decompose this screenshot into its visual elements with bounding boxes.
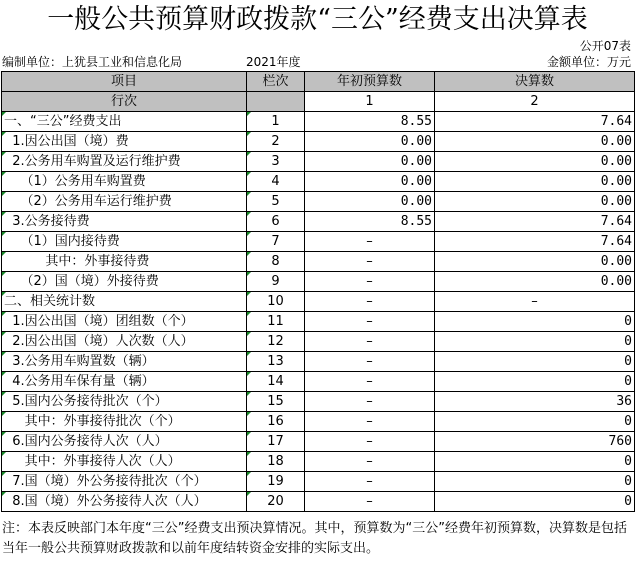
row-budget <box>305 152 435 172</box>
row-item <box>2 212 247 232</box>
row-final <box>435 232 635 252</box>
row-final-text: 0 <box>624 414 632 429</box>
cell-marker-icon <box>247 312 251 316</box>
row-item-text: （2）国（境）外接待费 <box>4 274 159 289</box>
table-row <box>2 232 635 252</box>
header-budget: 年初预算数 <box>305 72 435 92</box>
form-code: 公开07表 <box>579 39 631 53</box>
row-item-text: 3.公务接待费 <box>4 214 90 229</box>
row-number <box>247 252 305 272</box>
row-budget-text: 8.55 <box>400 114 432 129</box>
row-number <box>247 492 305 512</box>
row-number-text: 10 <box>267 294 284 309</box>
cell-marker-icon <box>2 252 6 256</box>
row-item-text: 其中：外事接待人次（人） <box>4 454 181 469</box>
row-budget <box>305 312 435 332</box>
cell-marker-icon <box>247 392 251 396</box>
row-budget-text: – <box>366 294 373 309</box>
header-row-index <box>2 92 635 112</box>
row-number-text: 12 <box>267 334 284 349</box>
row-final-text: 0 <box>624 454 632 469</box>
row-budget <box>305 472 435 492</box>
row-item-text: 1.因公出国（境）费 <box>4 134 129 149</box>
row-budget-text: – <box>366 354 373 369</box>
row-item-text: 5.国内公务接待批次（个） <box>4 394 168 409</box>
row-final-text: 0.00 <box>600 254 632 269</box>
row-budget <box>305 292 435 312</box>
row-item <box>2 352 247 372</box>
table-row <box>2 332 635 352</box>
row-final-text: 36 <box>616 394 632 409</box>
cell-marker-icon <box>247 292 251 296</box>
row-budget-text: 0.00 <box>400 174 432 189</box>
row-item <box>2 112 247 132</box>
header-item: 项目 <box>2 72 247 92</box>
row-item <box>2 332 247 352</box>
table-row <box>2 112 635 132</box>
row-number <box>247 452 305 472</box>
row-item <box>2 252 247 272</box>
row-final-text: 0 <box>624 374 632 389</box>
row-item <box>2 132 247 152</box>
cell-marker-icon <box>2 332 6 336</box>
row-final-text: 0 <box>624 494 632 509</box>
table-row <box>2 452 635 472</box>
table-row <box>2 292 635 312</box>
row-budget-text: – <box>366 454 373 469</box>
row-final-text: 0.00 <box>600 154 632 169</box>
cell-marker-icon <box>247 492 251 496</box>
row-final-text: 7.64 <box>600 234 632 249</box>
row-budget-text: – <box>366 234 373 249</box>
row-final-text: 760 <box>608 434 632 449</box>
table-row <box>2 432 635 452</box>
row-number-text: 2 <box>271 134 280 149</box>
cell-marker-icon <box>247 172 251 176</box>
cell-marker-icon <box>247 352 251 356</box>
row-item <box>2 312 247 332</box>
row-budget <box>305 112 435 132</box>
row-number <box>247 312 305 332</box>
cell-marker-icon <box>2 432 6 436</box>
cell-marker-icon <box>247 332 251 336</box>
row-final <box>435 112 635 132</box>
table-row <box>2 252 635 272</box>
row-item <box>2 492 247 512</box>
row-budget <box>305 452 435 472</box>
header-rank-blank <box>247 92 305 112</box>
row-final-text: 0.00 <box>600 194 632 209</box>
table-row <box>2 412 635 432</box>
row-number <box>247 112 305 132</box>
row-number-text: 17 <box>267 434 284 449</box>
row-final-text: 0 <box>624 314 632 329</box>
header-col2: 2 <box>435 92 635 112</box>
row-final <box>435 372 635 392</box>
row-item <box>2 232 247 252</box>
row-budget-text: – <box>366 254 373 269</box>
row-item-text: 2.公务用车购置及运行维护费 <box>4 154 181 169</box>
row-budget-text: – <box>366 374 373 389</box>
cell-marker-icon <box>2 292 6 296</box>
cell-marker-icon <box>247 252 251 256</box>
row-budget <box>305 492 435 512</box>
row-number-text: 18 <box>267 454 284 469</box>
row-item <box>2 292 247 312</box>
row-number-text: 9 <box>271 274 280 289</box>
row-budget <box>305 192 435 212</box>
row-budget-text: – <box>366 474 373 489</box>
row-budget-text: – <box>366 394 373 409</box>
cell-marker-icon <box>247 472 251 476</box>
row-budget-text: 0.00 <box>400 134 432 149</box>
row-budget <box>305 172 435 192</box>
cell-marker-icon <box>247 432 251 436</box>
cell-marker-icon <box>2 112 6 116</box>
cell-marker-icon <box>2 152 6 156</box>
cell-marker-icon <box>247 372 251 376</box>
row-final <box>435 432 635 452</box>
row-final <box>435 212 635 232</box>
cell-marker-icon <box>247 192 251 196</box>
row-final-text: 7.64 <box>600 214 632 229</box>
row-number <box>247 212 305 232</box>
cell-marker-icon <box>2 312 6 316</box>
row-number <box>247 132 305 152</box>
row-number-text: 3 <box>271 154 280 169</box>
row-number-text: 11 <box>267 314 284 329</box>
row-budget <box>305 272 435 292</box>
row-number <box>247 232 305 252</box>
cell-marker-icon <box>247 232 251 236</box>
table-row <box>2 392 635 412</box>
row-budget <box>305 252 435 272</box>
row-final-text: 7.64 <box>600 114 632 129</box>
table-row <box>2 472 635 492</box>
row-number <box>247 332 305 352</box>
row-number-text: 13 <box>267 354 284 369</box>
row-item-text: 其中：外事接待费 <box>4 254 150 269</box>
cell-marker-icon <box>2 232 6 236</box>
row-number-text: 15 <box>267 394 284 409</box>
row-budget-text: – <box>366 314 373 329</box>
row-item <box>2 192 247 212</box>
row-item <box>2 412 247 432</box>
row-budget-text: 0.00 <box>400 154 432 169</box>
row-budget-text: – <box>366 334 373 349</box>
cell-marker-icon <box>247 452 251 456</box>
row-item-text: 8.国（境）外公务接待人次（人） <box>4 494 207 509</box>
row-final <box>435 332 635 352</box>
cell-marker-icon <box>247 152 251 156</box>
row-number <box>247 432 305 452</box>
row-final-text: 0.00 <box>600 134 632 149</box>
row-item <box>2 392 247 412</box>
money-unit: 金额单位：万元 <box>546 55 631 69</box>
row-number-text: 8 <box>271 254 280 269</box>
row-final <box>435 492 635 512</box>
row-final <box>435 352 635 372</box>
row-item-text: 4.公务用车保有量（辆） <box>4 374 155 389</box>
row-final <box>435 392 635 412</box>
row-budget-text: – <box>366 274 373 289</box>
row-final <box>435 312 635 332</box>
row-number <box>247 152 305 172</box>
row-number <box>247 412 305 432</box>
row-item <box>2 272 247 292</box>
fiscal-year: 2021年度 <box>246 55 301 69</box>
table-row <box>2 352 635 372</box>
cell-marker-icon <box>2 192 6 196</box>
row-budget <box>305 392 435 412</box>
row-item <box>2 432 247 452</box>
row-item <box>2 372 247 392</box>
row-final <box>435 412 635 432</box>
row-number-text: 5 <box>271 194 280 209</box>
table-row <box>2 172 635 192</box>
compiling-unit: 编制单位：上犹县工业和信息化局 <box>2 55 183 69</box>
page-title: 一般公共预算财政拨款“三公”经费支出决算表 <box>47 4 588 35</box>
row-budget <box>305 232 435 252</box>
row-budget <box>305 332 435 352</box>
row-item <box>2 172 247 192</box>
row-item-text: （1）公务用车购置费 <box>4 174 146 189</box>
cell-marker-icon <box>2 132 6 136</box>
cell-marker-icon <box>2 352 6 356</box>
row-number <box>247 172 305 192</box>
row-number-text: 1 <box>271 114 280 129</box>
cell-marker-icon <box>2 452 6 456</box>
row-budget-text: 8.55 <box>400 214 432 229</box>
row-number <box>247 472 305 492</box>
row-budget <box>305 372 435 392</box>
row-final <box>435 252 635 272</box>
row-item-text: 3.公务用车购置数（辆） <box>4 354 155 369</box>
row-number <box>247 272 305 292</box>
cell-marker-icon <box>247 112 251 116</box>
cell-marker-icon <box>2 412 6 416</box>
row-final <box>435 452 635 472</box>
row-number-text: 6 <box>271 214 280 229</box>
row-number <box>247 292 305 312</box>
row-number-text: 14 <box>267 374 284 389</box>
header-final: 决算数 <box>435 72 635 92</box>
cell-marker-icon <box>247 132 251 136</box>
row-item-text: 7.国（境）外公务接待批次（个） <box>4 474 207 489</box>
row-item <box>2 472 247 492</box>
row-number <box>247 392 305 412</box>
table-row <box>2 272 635 292</box>
header-col1: 1 <box>305 92 435 112</box>
row-budget-text: – <box>366 414 373 429</box>
row-number <box>247 372 305 392</box>
cell-marker-icon <box>247 212 251 216</box>
row-final-text: 0 <box>624 334 632 349</box>
row-item-text: 其中：外事接待批次（个） <box>4 414 181 429</box>
row-budget <box>305 212 435 232</box>
expenditure-table <box>1 71 635 512</box>
row-item-text: 2.因公出国（境）人次数（人） <box>4 334 194 349</box>
row-final <box>435 192 635 212</box>
row-final <box>435 152 635 172</box>
table-row <box>2 492 635 512</box>
row-number <box>247 352 305 372</box>
cell-marker-icon <box>2 392 6 396</box>
table-row <box>2 212 635 232</box>
row-number-text: 19 <box>267 474 284 489</box>
row-number <box>247 192 305 212</box>
header-rank: 栏次 <box>247 72 305 92</box>
row-budget <box>305 432 435 452</box>
row-budget-text: – <box>366 434 373 449</box>
row-final-text: – <box>531 294 538 309</box>
cell-marker-icon <box>2 272 6 276</box>
cell-marker-icon <box>2 212 6 216</box>
row-item-text: 6.国内公务接待人次（人） <box>4 434 168 449</box>
cell-marker-icon <box>2 172 6 176</box>
row-final-text: 0 <box>624 474 632 489</box>
row-final-text: 0.00 <box>600 174 632 189</box>
row-final <box>435 292 635 312</box>
row-item <box>2 152 247 172</box>
row-final <box>435 472 635 492</box>
row-item <box>2 452 247 472</box>
row-item-text: 一、“三公”经费支出 <box>4 114 122 129</box>
header-row <box>2 72 635 92</box>
cell-marker-icon <box>2 372 6 376</box>
row-item-text: 1.因公出国（境）团组数（个） <box>4 314 194 329</box>
row-budget <box>305 412 435 432</box>
header-row-label: 行次 <box>2 92 247 112</box>
row-final <box>435 172 635 192</box>
table-row <box>2 132 635 152</box>
row-item-text: （1）国内接待费 <box>4 234 120 249</box>
row-item-text: （2）公务用车运行维护费 <box>4 194 172 209</box>
row-budget <box>305 132 435 152</box>
row-number-text: 4 <box>271 174 280 189</box>
cell-marker-icon <box>2 472 6 476</box>
footnote: 注：本表反映部门本年度“三公”经费支出预决算情况。其中，预算数为“三公”经费年初预算数，决算数是包括当年一般公共预算财政拨款和以前年度结转资金安排的实际支出。 <box>2 521 627 556</box>
cell-marker-icon <box>247 272 251 276</box>
row-final-text: 0 <box>624 354 632 369</box>
row-number-text: 20 <box>267 494 284 509</box>
table-row <box>2 192 635 212</box>
row-final <box>435 132 635 152</box>
row-final <box>435 272 635 292</box>
row-number-text: 7 <box>271 234 280 249</box>
row-item-text: 二、相关统计数 <box>4 294 96 309</box>
row-final-text: 0.00 <box>600 274 632 289</box>
table-row <box>2 372 635 392</box>
table-row <box>2 312 635 332</box>
cell-marker-icon <box>247 412 251 416</box>
row-budget-text: 0.00 <box>400 194 432 209</box>
cell-marker-icon <box>2 492 6 496</box>
row-number-text: 16 <box>267 414 284 429</box>
row-budget-text: – <box>366 494 373 509</box>
row-budget <box>305 352 435 372</box>
table-row <box>2 152 635 172</box>
